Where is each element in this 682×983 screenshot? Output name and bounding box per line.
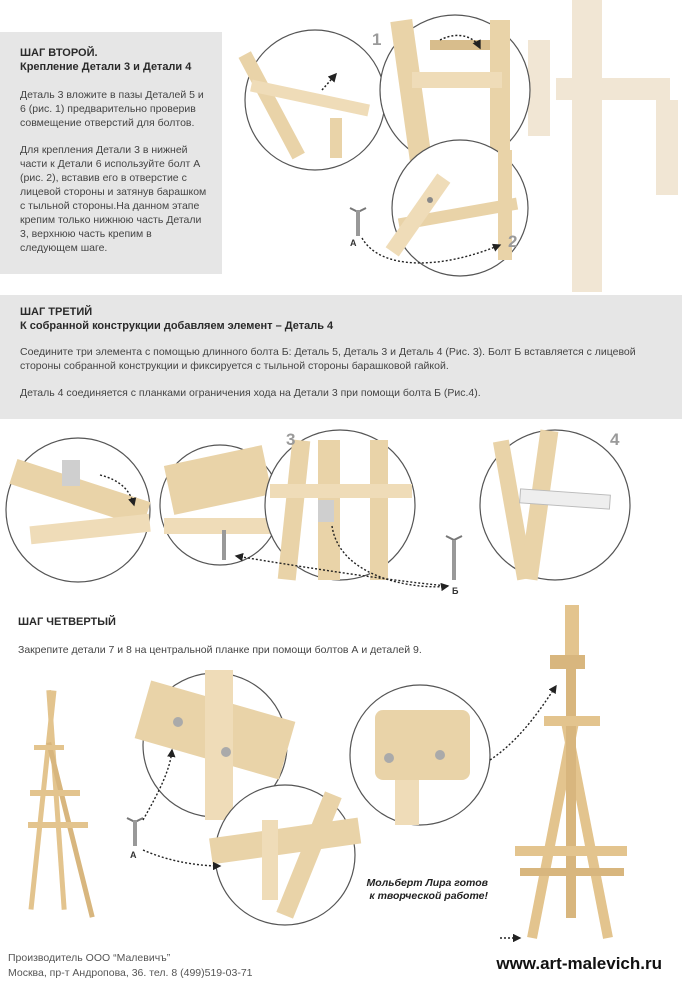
figure-3c-circle: [265, 430, 415, 581]
small-easel-photo: [28, 690, 95, 918]
manufacturer-info: [8, 951, 253, 981]
step2-para2: Для крепления Детали 3 в нижней части к Детали 6 используйте болт А (рис. 2), вставив его в отверстие с лицевой стороны и затянув барашком с тыльной стороны.На данном этапе крепим только нижнюю часть Детали 3, верхнюю часть крепим в следующем шаге.: [20, 144, 207, 254]
step2-title: ШАГ ВТОРОЙ.: [20, 47, 98, 59]
bolt-a-label: А: [350, 238, 357, 248]
step3-para1: Соедините три элемента с помощью длинного болта Б: Деталь 5, Деталь 3 и Деталь 4 (Рис. 3). Болт Б вставляется с лицевой стороны собранной конструкции и фиксируется с тыльной стороны барашковой гайкой.: [20, 346, 636, 372]
figure-number-3: 3: [286, 430, 296, 449]
step2-subtitle: Крепление Детали 3 и Детали 4: [20, 61, 192, 73]
step3-subtitle: К собранной конструкции добавляем элемент – Деталь 4: [20, 320, 334, 332]
step3-para2: Деталь 4 соединяется с планками ограничения хода на Детали 3 при помощи болта Б (Рис.4).: [20, 387, 481, 399]
bolt-b-icon: [446, 536, 462, 580]
bolt-a2-label: А: [130, 850, 137, 860]
figure-7-circle: [350, 685, 490, 825]
bolt-a-icon: [350, 208, 366, 236]
step3-title: ШАГ ТРЕТИЙ: [20, 306, 93, 318]
figure-3b-circle: [160, 445, 280, 565]
figure-1-circle: [239, 30, 385, 170]
bolt-b-label: Б: [452, 586, 459, 596]
finish-caption-line1: Мольберт Лира готов: [366, 877, 488, 889]
step2-panel: [0, 32, 222, 274]
finish-caption: [350, 877, 488, 903]
figure-number-4: 4: [610, 430, 620, 449]
step2-para1: Деталь 3 вложите в пазы Деталей 5 и 6 (рис. 1) предварительно проверив совмещение отверстий для болтов.: [20, 89, 204, 129]
bolt-a2-icon: [127, 818, 143, 846]
footer-line2: Москва, пр-т Андропова, 36. тел. 8 (499)519-03-71: [8, 967, 253, 979]
figure-3a-circle: [6, 438, 151, 582]
figure-2-circle: [386, 140, 528, 276]
footer-line1: Производитель ООО “Малевичъ”: [8, 952, 171, 964]
figure-4-circle: [480, 429, 630, 580]
step4-para1: Закрепите детали 7 и 8 на центральной планке при помощи болтов А и деталей 9.: [18, 644, 422, 656]
finish-caption-line2: к творческой работе!: [369, 890, 488, 902]
step3-panel: [0, 295, 682, 419]
easel-frame-photo: [528, 0, 678, 292]
step4-title: ШАГ ЧЕТВЕРТЫЙ: [18, 616, 116, 628]
figure-number-1: 1: [372, 30, 382, 49]
website-link[interactable]: www.art-malevich.ru: [496, 954, 662, 973]
figure-number-2: 2: [508, 232, 518, 251]
